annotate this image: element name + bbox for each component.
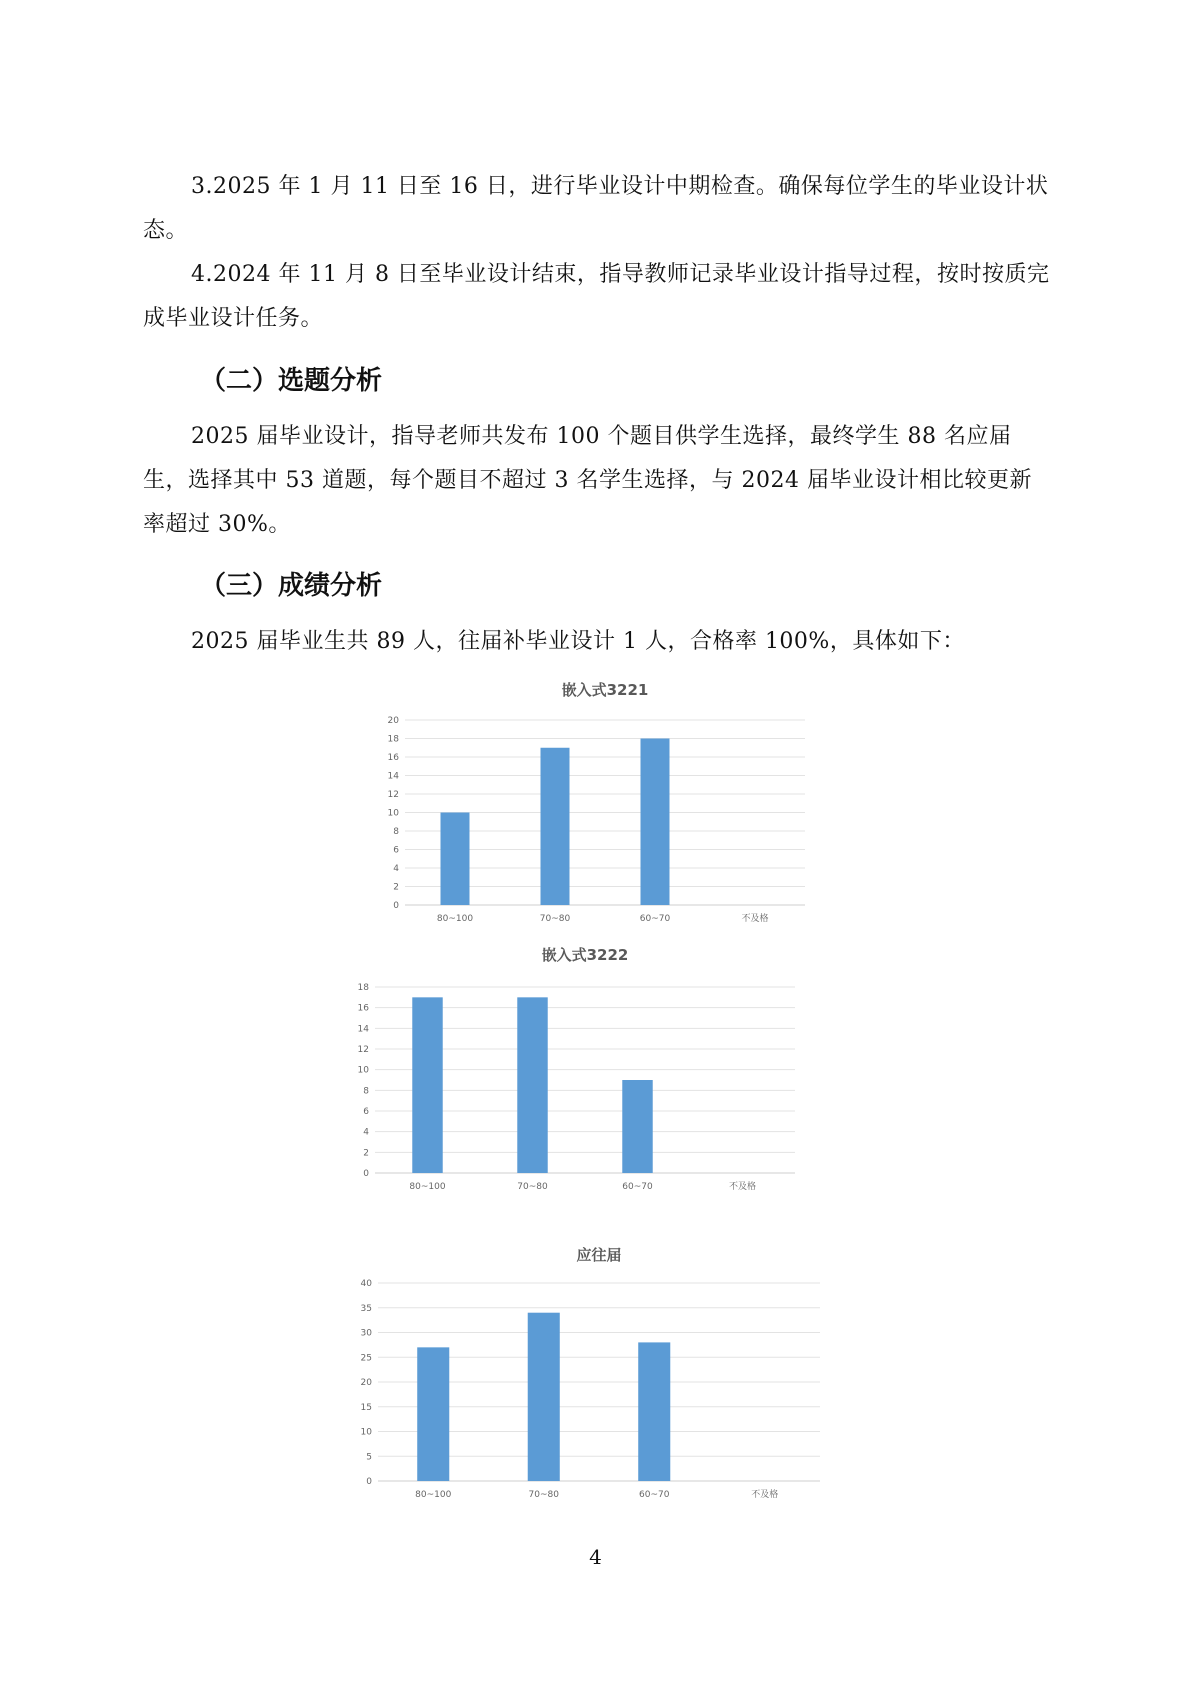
y-tick-label: 18 bbox=[387, 734, 399, 745]
bar bbox=[528, 1313, 560, 1481]
bar bbox=[517, 997, 547, 1173]
y-tick-label: 12 bbox=[357, 1045, 369, 1055]
y-tick-label: 8 bbox=[393, 827, 399, 837]
page-number: 4 bbox=[589, 1545, 602, 1569]
y-tick-label: 0 bbox=[366, 1477, 372, 1487]
bar bbox=[412, 997, 442, 1173]
y-tick-label: 14 bbox=[387, 771, 399, 782]
y-tick-label: 6 bbox=[363, 1107, 369, 1117]
x-tick-label: 80~100 bbox=[409, 1182, 446, 1192]
x-tick-label: 80~100 bbox=[415, 1490, 452, 1500]
chart-embedded-3221 bbox=[360, 675, 820, 937]
x-tick-label: 60~70 bbox=[622, 1182, 653, 1192]
x-tick-label: 不及格 bbox=[741, 914, 769, 924]
bar bbox=[638, 1342, 670, 1481]
y-tick-label: 10 bbox=[357, 1065, 369, 1076]
chart-title: 嵌入式3222 bbox=[541, 946, 629, 964]
heading-topic-analysis: （二）选题分析 bbox=[200, 366, 383, 396]
y-tick-label: 8 bbox=[363, 1086, 369, 1097]
heading-grade-analysis: （三）成绩分析 bbox=[200, 571, 383, 601]
y-tick-label: 4 bbox=[363, 1127, 369, 1138]
y-tick-label: 40 bbox=[360, 1279, 372, 1289]
bar bbox=[417, 1347, 449, 1481]
paragraph-midterm-check: 3.2025 年 1 月 11 日至 16 日，进行毕业设计中期检查。确保每位学生的毕业设计状态。 bbox=[143, 174, 1049, 243]
chart-title: 嵌入式3221 bbox=[561, 681, 649, 699]
paragraph-grade-summary: 2025 届毕业生共 89 人，往届补毕业设计 1 人，合格率 100%，具体如下： bbox=[191, 629, 965, 654]
y-tick-label: 20 bbox=[387, 716, 399, 726]
x-tick-label: 不及格 bbox=[751, 1490, 779, 1500]
x-tick-label: 70~80 bbox=[517, 1182, 548, 1192]
y-tick-label: 10 bbox=[387, 808, 399, 819]
y-tick-label: 30 bbox=[360, 1328, 372, 1339]
y-tick-label: 2 bbox=[393, 882, 399, 893]
x-tick-label: 60~70 bbox=[639, 1490, 670, 1500]
y-tick-label: 0 bbox=[393, 901, 399, 911]
bar bbox=[641, 739, 670, 906]
y-tick-label: 16 bbox=[357, 1003, 369, 1014]
x-tick-label: 80~100 bbox=[436, 914, 474, 924]
chart-current-and-past-graduates bbox=[350, 1240, 830, 1508]
y-tick-label: 14 bbox=[357, 1024, 369, 1035]
paragraph-topic-analysis: 2025 届毕业设计，指导老师共发布 100 个题目供学生选择，最终学生 88 名应届生，选择其中 53 道题，每个题目不超过 3 名学生选择，与 2024 届毕业设计相比较更新率超过 30%。 bbox=[143, 424, 1032, 537]
x-tick-label: 60~70 bbox=[639, 914, 671, 924]
y-tick-label: 25 bbox=[360, 1353, 372, 1364]
bar bbox=[622, 1080, 652, 1173]
y-tick-label: 0 bbox=[363, 1169, 369, 1179]
y-tick-label: 18 bbox=[357, 983, 369, 993]
y-tick-label: 5 bbox=[366, 1452, 372, 1463]
chart-title: 应往届 bbox=[576, 1246, 622, 1264]
bar bbox=[441, 813, 470, 906]
x-tick-label: 不及格 bbox=[728, 1182, 757, 1192]
paragraph-guidance-record: 4.2024 年 11 月 8 日至毕业设计结束，指导教师记录毕业设计指导过程，按时按质完成毕业设计任务。 bbox=[143, 262, 1050, 331]
bar bbox=[541, 748, 570, 905]
y-tick-label: 4 bbox=[393, 864, 399, 874]
y-tick-label: 15 bbox=[360, 1402, 372, 1413]
y-tick-label: 6 bbox=[393, 845, 399, 856]
y-tick-label: 20 bbox=[360, 1378, 372, 1388]
x-tick-label: 70~80 bbox=[539, 914, 571, 924]
y-tick-label: 16 bbox=[387, 753, 399, 763]
y-tick-label: 2 bbox=[363, 1148, 369, 1159]
y-tick-label: 35 bbox=[360, 1303, 372, 1314]
chart-embedded-3222 bbox=[345, 940, 805, 1200]
y-tick-label: 12 bbox=[387, 790, 399, 800]
y-tick-label: 10 bbox=[360, 1427, 372, 1438]
x-tick-label: 70~80 bbox=[528, 1490, 559, 1500]
